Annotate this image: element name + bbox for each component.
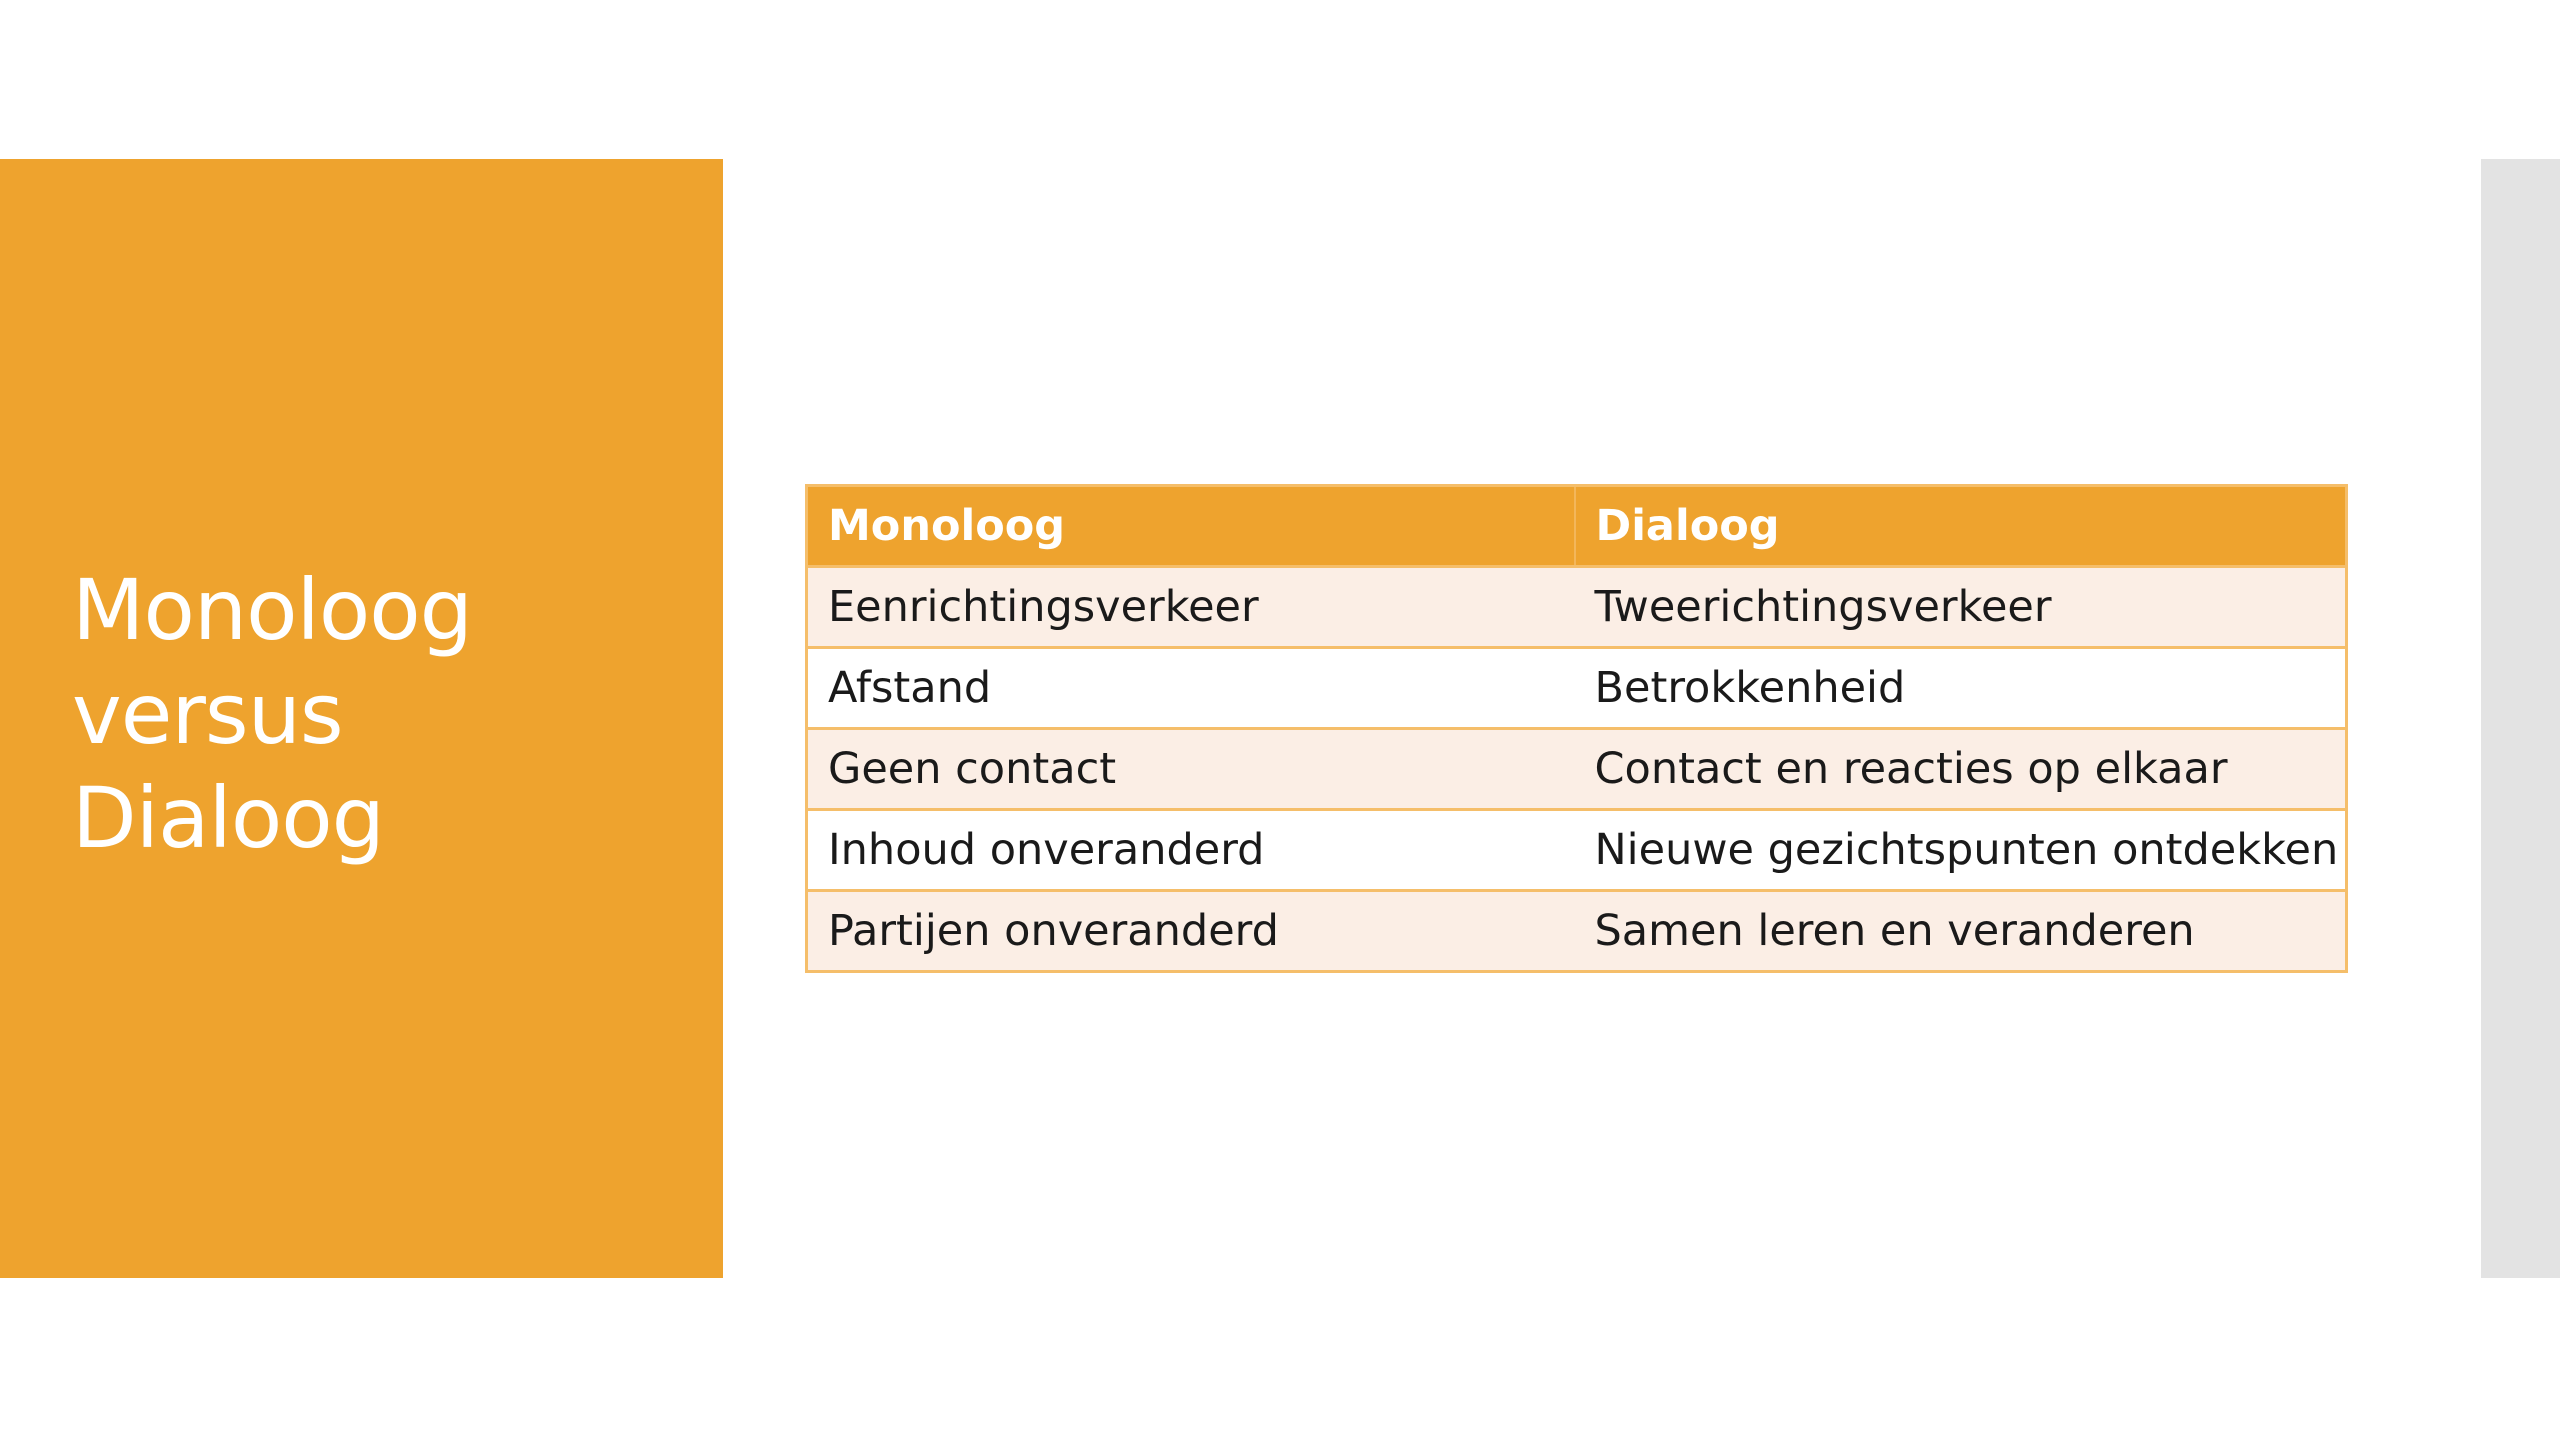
table-cell: Contact en reacties op elkaar bbox=[1575, 729, 2347, 810]
table-cell: Eenrichtingsverkeer bbox=[807, 567, 1575, 648]
right-edge-strip bbox=[2481, 159, 2560, 1278]
table-cell: Partijen onveranderd bbox=[807, 891, 1575, 972]
table-row bbox=[807, 810, 2347, 891]
comparison-table bbox=[805, 484, 2348, 973]
table-cell: Afstand bbox=[807, 648, 1575, 729]
slide-title bbox=[72, 558, 692, 870]
header-cell-dialoog: Dialoog bbox=[1575, 486, 2347, 567]
table-row bbox=[807, 729, 2347, 810]
table-row bbox=[807, 891, 2347, 972]
table-cell: Betrokkenheid bbox=[1575, 648, 2347, 729]
header-cell-monoloog: Monoloog bbox=[807, 486, 1575, 567]
table-cell: Samen leren en veranderen bbox=[1575, 891, 2347, 972]
title-line: versus bbox=[72, 665, 343, 763]
table-cell: Inhoud onveranderd bbox=[807, 810, 1575, 891]
table-cell: Tweerichtingsverkeer bbox=[1575, 567, 2347, 648]
table-cell: Nieuwe gezichtspunten ontdekken bbox=[1575, 810, 2347, 891]
table-row bbox=[807, 567, 2347, 648]
table-header-row bbox=[807, 486, 2347, 567]
table-row bbox=[807, 648, 2347, 729]
title-line: Dialoog bbox=[72, 769, 384, 867]
title-line: Monoloog bbox=[72, 561, 472, 659]
table-cell: Geen contact bbox=[807, 729, 1575, 810]
